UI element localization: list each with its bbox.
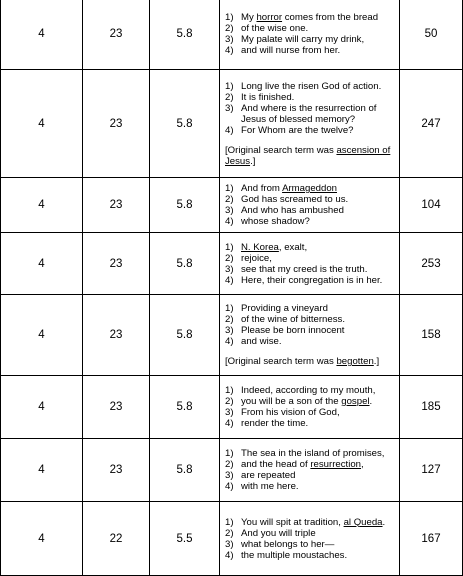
line-number: 4) [225,336,234,347]
line-text [241,314,397,325]
line-text [241,481,397,492]
text-segment: And who has ambushed [241,205,344,216]
poem-results-body [1,0,463,576]
underlined-search-term: begotten [336,356,374,367]
line-number: 1) [225,183,234,194]
line-text [241,253,397,264]
underlined-search-term: al Queda [343,516,383,528]
table-row [1,439,463,502]
line-number: 3) [225,325,234,336]
poem-line [225,459,397,470]
table-row [1,0,463,70]
poem-line [225,216,397,227]
text-segment: Please be born innocent [241,325,345,336]
column-2-value: 23 [83,178,150,233]
score-value: 158 [400,295,463,376]
poem-cell [220,295,400,376]
poem-line [225,517,397,528]
text-segment: My [241,12,257,23]
table-row [1,178,463,233]
text-segment: The sea in the island of promises, [241,448,385,459]
line-text [241,336,397,347]
text-segment: It is finished. [241,91,295,103]
line-text [241,12,397,23]
poem-lines [225,183,397,227]
column-3-value: 5.5 [150,502,220,576]
poem-line [225,418,397,429]
text-segment: and will nurse from her. [241,45,341,56]
underlined-search-term: ascension of Jesus [225,144,391,167]
text-segment: whose shadow? [241,216,310,227]
column-2-value: 22 [83,502,150,576]
text-segment: . [369,396,373,407]
line-text [241,325,397,336]
line-text [241,81,397,92]
text-segment: comes from the bread [282,12,379,23]
line-number: 1) [225,516,234,528]
text-segment: God has screamed to us. [241,194,349,205]
text-segment: see that my creed is the truth. [241,263,368,275]
text-segment: . [382,516,386,528]
table-row [1,376,463,439]
poem-lines [225,385,397,429]
poem-line [225,253,397,264]
line-text [241,539,397,550]
line-number: 4) [225,481,234,492]
column-1-value: 4 [1,70,83,178]
poem-line [225,205,397,216]
line-text [241,303,397,314]
line-text [241,418,397,429]
text-segment: you will be a son of the [241,396,342,407]
column-1-value: 4 [1,178,83,233]
line-number: 2) [225,252,234,264]
line-number: 2) [225,194,234,205]
line-text [241,205,397,216]
line-text [241,407,397,418]
line-text [241,459,397,470]
column-3-value: 5.8 [150,439,220,502]
line-number: 4) [225,45,234,56]
line-number: 4) [225,418,234,429]
text-segment: And from [241,183,283,194]
line-number: 1) [225,12,234,23]
line-number: 2) [225,459,234,470]
score-value: 104 [400,178,463,233]
poem-cell [220,178,400,233]
underlined-search-term: Armageddon [282,183,337,194]
poem-line [225,81,397,92]
text-segment: Providing a vineyard [241,303,328,314]
line-number: 2) [225,396,234,407]
line-text [241,528,397,539]
text-segment: are repeated [241,470,296,481]
line-text [241,34,397,45]
line-number: 4) [225,549,234,561]
poem-lines [225,81,397,136]
column-2-value: 23 [83,70,150,178]
text-segment: .] [373,356,380,367]
table-row [1,233,463,295]
line-number: 3) [225,102,234,114]
text-segment: what belongs to her— [241,538,335,550]
table-row [1,295,463,376]
poem-line [225,183,397,194]
text-segment: of the wine of bitterness. [241,314,345,325]
column-3-value: 5.8 [150,233,220,295]
column-1-value: 4 [1,376,83,439]
score-value: 247 [400,70,463,178]
column-2-value: 23 [83,233,150,295]
column-1-value: 4 [1,502,83,576]
column-1-value: 4 [1,233,83,295]
poem-line [225,470,397,481]
line-number: 3) [225,34,234,45]
poem-line [225,336,397,347]
underlined-search-term: horror [256,12,283,23]
column-3-value: 5.8 [150,70,220,178]
line-number: 4) [225,124,234,136]
text-segment: You will spit at tradition, [241,516,344,528]
search-term-note [225,145,397,167]
column-2-value: 23 [83,295,150,376]
text-segment: the multiple moustaches. [241,549,348,561]
column-2-value: 23 [83,439,150,502]
text-segment: [Original search term was [225,356,337,367]
column-3-value: 5.8 [150,178,220,233]
line-text [241,216,397,227]
line-text [241,194,397,205]
table-row [1,502,463,576]
text-segment: rejoice, [241,252,272,264]
text-segment: and wise. [241,336,282,347]
text-segment: From his vision of God, [241,407,340,418]
text-segment: , exalt, [278,241,308,253]
line-number: 1) [225,241,234,253]
line-number: 3) [225,407,234,418]
column-1-value: 4 [1,295,83,376]
line-text [241,92,397,103]
line-number: 3) [225,470,234,481]
line-number: 4) [225,216,234,227]
line-text [241,103,397,125]
column-2-value: 23 [83,0,150,70]
line-text [241,264,397,275]
poem-cell [220,439,400,502]
column-3-value: 5.8 [150,376,220,439]
search-term-note [225,356,397,367]
line-number: 2) [225,314,234,325]
line-text [241,517,397,528]
poem-line [225,264,397,275]
poem-line [225,34,397,45]
line-number: 1) [225,385,234,396]
poem-line [225,528,397,539]
score-value: 167 [400,502,463,576]
poem-line [225,550,397,561]
poem-line [225,385,397,396]
text-segment: render the time. [241,418,309,429]
text-segment: with me here. [241,481,299,492]
line-number: 2) [225,23,234,34]
line-number: 2) [225,527,234,539]
text-segment: and the head of [241,459,311,470]
line-text [241,23,397,34]
poem-line [225,539,397,550]
poem-line [225,242,397,253]
line-text [241,448,397,459]
line-text [241,242,397,253]
column-3-value: 5.8 [150,295,220,376]
column-1-value: 4 [1,439,83,502]
poem-lines [225,517,397,561]
poem-line [225,45,397,56]
line-number: 1) [225,448,234,459]
poem-lines [225,448,397,492]
line-text [241,45,397,56]
score-value: 127 [400,439,463,502]
poem-cell [220,0,400,70]
poem-cell [220,376,400,439]
score-value: 50 [400,0,463,70]
underlined-search-term: N. Korea [241,241,279,253]
line-text [241,550,397,561]
column-3-value: 5.8 [150,0,220,70]
text-segment: My palate will carry my drink, [241,34,365,45]
poem-line [225,92,397,103]
text-segment: Here, their congregation is in her. [241,274,383,286]
poem-cell [220,502,400,576]
poem-line [225,23,397,34]
underlined-search-term: gospel [341,396,370,407]
poem-line [225,325,397,336]
poem-line [225,12,397,23]
poem-line [225,314,397,325]
poem-line [225,275,397,286]
poem-line [225,448,397,459]
column-2-value: 23 [83,376,150,439]
poem-line [225,125,397,136]
underlined-search-term: resurrection [310,459,362,470]
line-text [241,396,397,407]
text-segment: , [361,459,364,470]
line-number: 1) [225,80,234,92]
poem-cell [220,233,400,295]
line-number: 2) [225,91,234,103]
line-text [241,183,397,194]
poem-line [225,396,397,407]
poem-cell [220,70,400,178]
score-value: 253 [400,233,463,295]
table-row [1,70,463,178]
score-value: 185 [400,376,463,439]
poem-line [225,407,397,418]
poem-line [225,103,397,125]
line-number: 3) [225,205,234,216]
line-number: 1) [225,303,234,314]
poem-lines [225,303,397,347]
line-text [241,385,397,396]
text-segment: of the wise one. [241,23,309,34]
poem-line [225,481,397,492]
line-number: 3) [225,538,234,550]
column-1-value: 4 [1,0,83,70]
line-text [241,470,397,481]
line-number: 4) [225,274,234,286]
line-text [241,125,397,136]
line-text [241,275,397,286]
text-segment: .] [250,155,256,167]
text-segment: Long live the risen God of action. [241,80,382,92]
poem-lines [225,12,397,56]
poem-line [225,194,397,205]
text-segment: Indeed, according to my mouth, [241,385,376,396]
line-number: 3) [225,263,234,275]
poem-lines [225,242,397,286]
text-segment: [Original search term was [225,144,337,156]
text-segment: And where is the resurrection of Jesus of blessed memory? [241,102,377,125]
text-segment: And you will triple [241,527,316,539]
poem-line [225,303,397,314]
text-segment: For Whom are the twelve? [241,124,354,136]
